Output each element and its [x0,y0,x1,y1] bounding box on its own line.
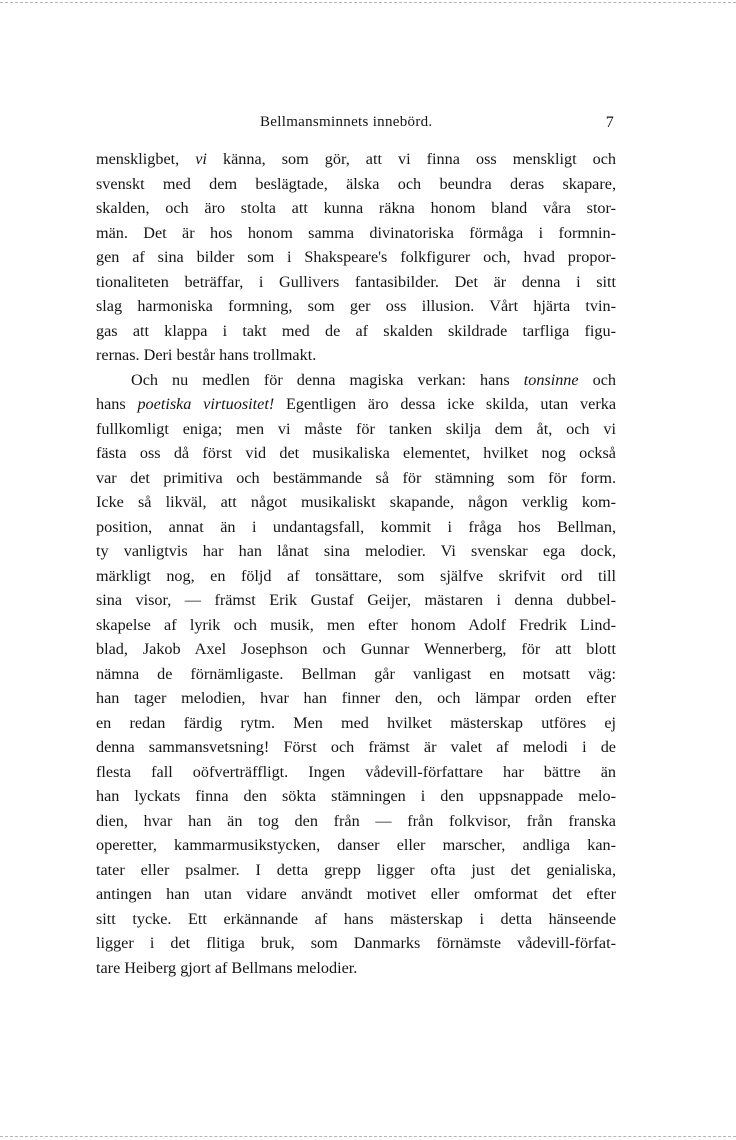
text-run: märkligt nog, en följd af tonsättare, som själfve skrifvit ord till [96,566,616,585]
text-run: denna sammansvetsning! Först och främst är valet af melodi i de [96,738,616,756]
emphasis-text: tonsinne [523,370,579,389]
text-run: slag harmoniska formning, som ger oss illusion. Vårt hjärta tvin- [96,297,616,315]
text-run: rernas. Deri består hans trollmakt. [96,346,317,364]
text-run: skalden, och äro stolta att kunna räkna honom bland våra stor- [96,199,616,217]
text-line [96,515,616,540]
text-run: ligger i det flitiga bruk, som Danmarks förnämste vådevill-förfat- [96,934,616,952]
text-line [96,833,616,858]
emphasis-text: vi [195,150,207,168]
text-line [96,711,616,736]
text-run: känna, som gör, att vi finna oss menskligt och [206,150,616,168]
text-line [96,417,616,442]
text-run: Icke så likväl, att något musikaliskt skapande, någon verklig kom- [96,493,616,511]
text-run: fästa oss då först vid det musikaliska elementet, hvilket nog också [96,444,616,462]
text-line [96,196,616,221]
text-line [96,245,616,270]
text-line [96,784,616,809]
text-run: skapelse af lyrik och musik, men efter honom Adolf Fredrik Lind- [96,615,616,634]
text-run: position, annat än i undantagsfall, kommit i fråga hos Bellman, [96,517,616,536]
text-line [96,735,616,760]
text-line [96,662,616,687]
text-run: nämna de förnämligaste. Bellman går vanligast en motsatt väg: [96,664,616,683]
text-line [96,319,616,344]
text-line [96,686,616,711]
bottom-scan-edge [0,1136,736,1137]
text-run: gas att klappa i takt med de af skalden skildrade tarfliga figu- [96,321,616,340]
text-line [96,637,616,662]
text-run: operetter, kammarmusikstycken, danser eller marscher, andliga kan- [96,836,616,854]
running-header [96,114,626,134]
text-run: en redan färdig rytm. Men med hvilket mästerskap utföres ej [96,713,616,732]
text-line [96,564,616,589]
text-line [96,392,616,417]
text-run: ty vanligtvis har han lånat sina melodier. Vi svenskar ega dock, [96,542,616,560]
text-run: svenskt med dem beslägtade, älska och beundra deras skapare, [96,174,616,193]
running-title: Bellmansminnets innebörd. [260,114,433,130]
text-line [96,466,616,491]
text-run: tare Heiberg gjort af Bellmans melodier. [96,958,358,977]
text-run: tater eller psalmer. I detta grepp ligger ofta just det genialiska, [96,860,616,879]
text-line [96,490,616,515]
text-line [96,931,616,956]
text-line [96,441,616,466]
text-line [96,147,616,172]
text-line [96,221,616,246]
text-run: gen af sina bilder som i Shakspeare's folkfigurer och, hvad propor- [96,248,616,266]
text-line [96,858,616,883]
text-run: tionaliteten beträffar, i Gullivers fantasibilder. Det är denna i sitt [96,272,616,291]
text-run: sina visor, — främst Erik Gustaf Geijer, mästaren i denna dubbel- [96,591,616,609]
text-run: och [578,370,616,389]
text-line [96,172,616,197]
text-run: Och nu medlen för denna magiska verkan: hans [131,370,524,389]
text-line [96,956,616,981]
text-line [96,809,616,834]
text-run: fullkomligt eniga; men vi måste för tanken skilja dem åt, och vi [96,419,616,438]
text-run: sitt tycke. Ett erkännande af hans mästerskap i detta hänseende [96,909,616,928]
text-line [96,760,616,785]
top-scan-edge [0,2,736,3]
text-line [96,588,616,613]
text-run: han tager melodien, hvar han finner den, och lämpar orden efter [96,689,616,707]
emphasis-text: poetiska virtuositet! [137,395,275,413]
text-run: blad, Jakob Axel Josephson och Gunnar Wennerberg, för att blott [96,640,616,658]
text-run: män. Det är hos honom samma divinatoriska förmåga i formnin- [96,223,616,242]
text-run: han lyckats finna den sökta stämningen i den uppsnappade melo- [96,787,616,805]
text-line [96,270,616,295]
text-line [96,907,616,932]
text-run: hans [96,395,138,413]
text-run: dien, hvar han än tog den från — från folkvisor, från franska [96,811,616,830]
text-run: Egentligen äro dessa icke skilda, utan verka [274,395,616,413]
text-line [96,613,616,638]
text-run: var det primitiva och bestämmande så för stämning som för form. [96,468,616,487]
text-line [96,368,616,393]
body-text [96,147,616,980]
text-line [96,539,616,564]
text-line [96,882,616,907]
page-number: 7 [605,114,614,131]
text-run: menskligbet, [96,150,196,168]
text-line [96,343,616,368]
text-line [96,294,616,319]
text-run: flesta fall oöfverträffligt. Ingen vådevill-författare har bättre än [96,762,616,781]
text-run: antingen han utan vidare användt motivet eller omformat det efter [96,885,616,903]
